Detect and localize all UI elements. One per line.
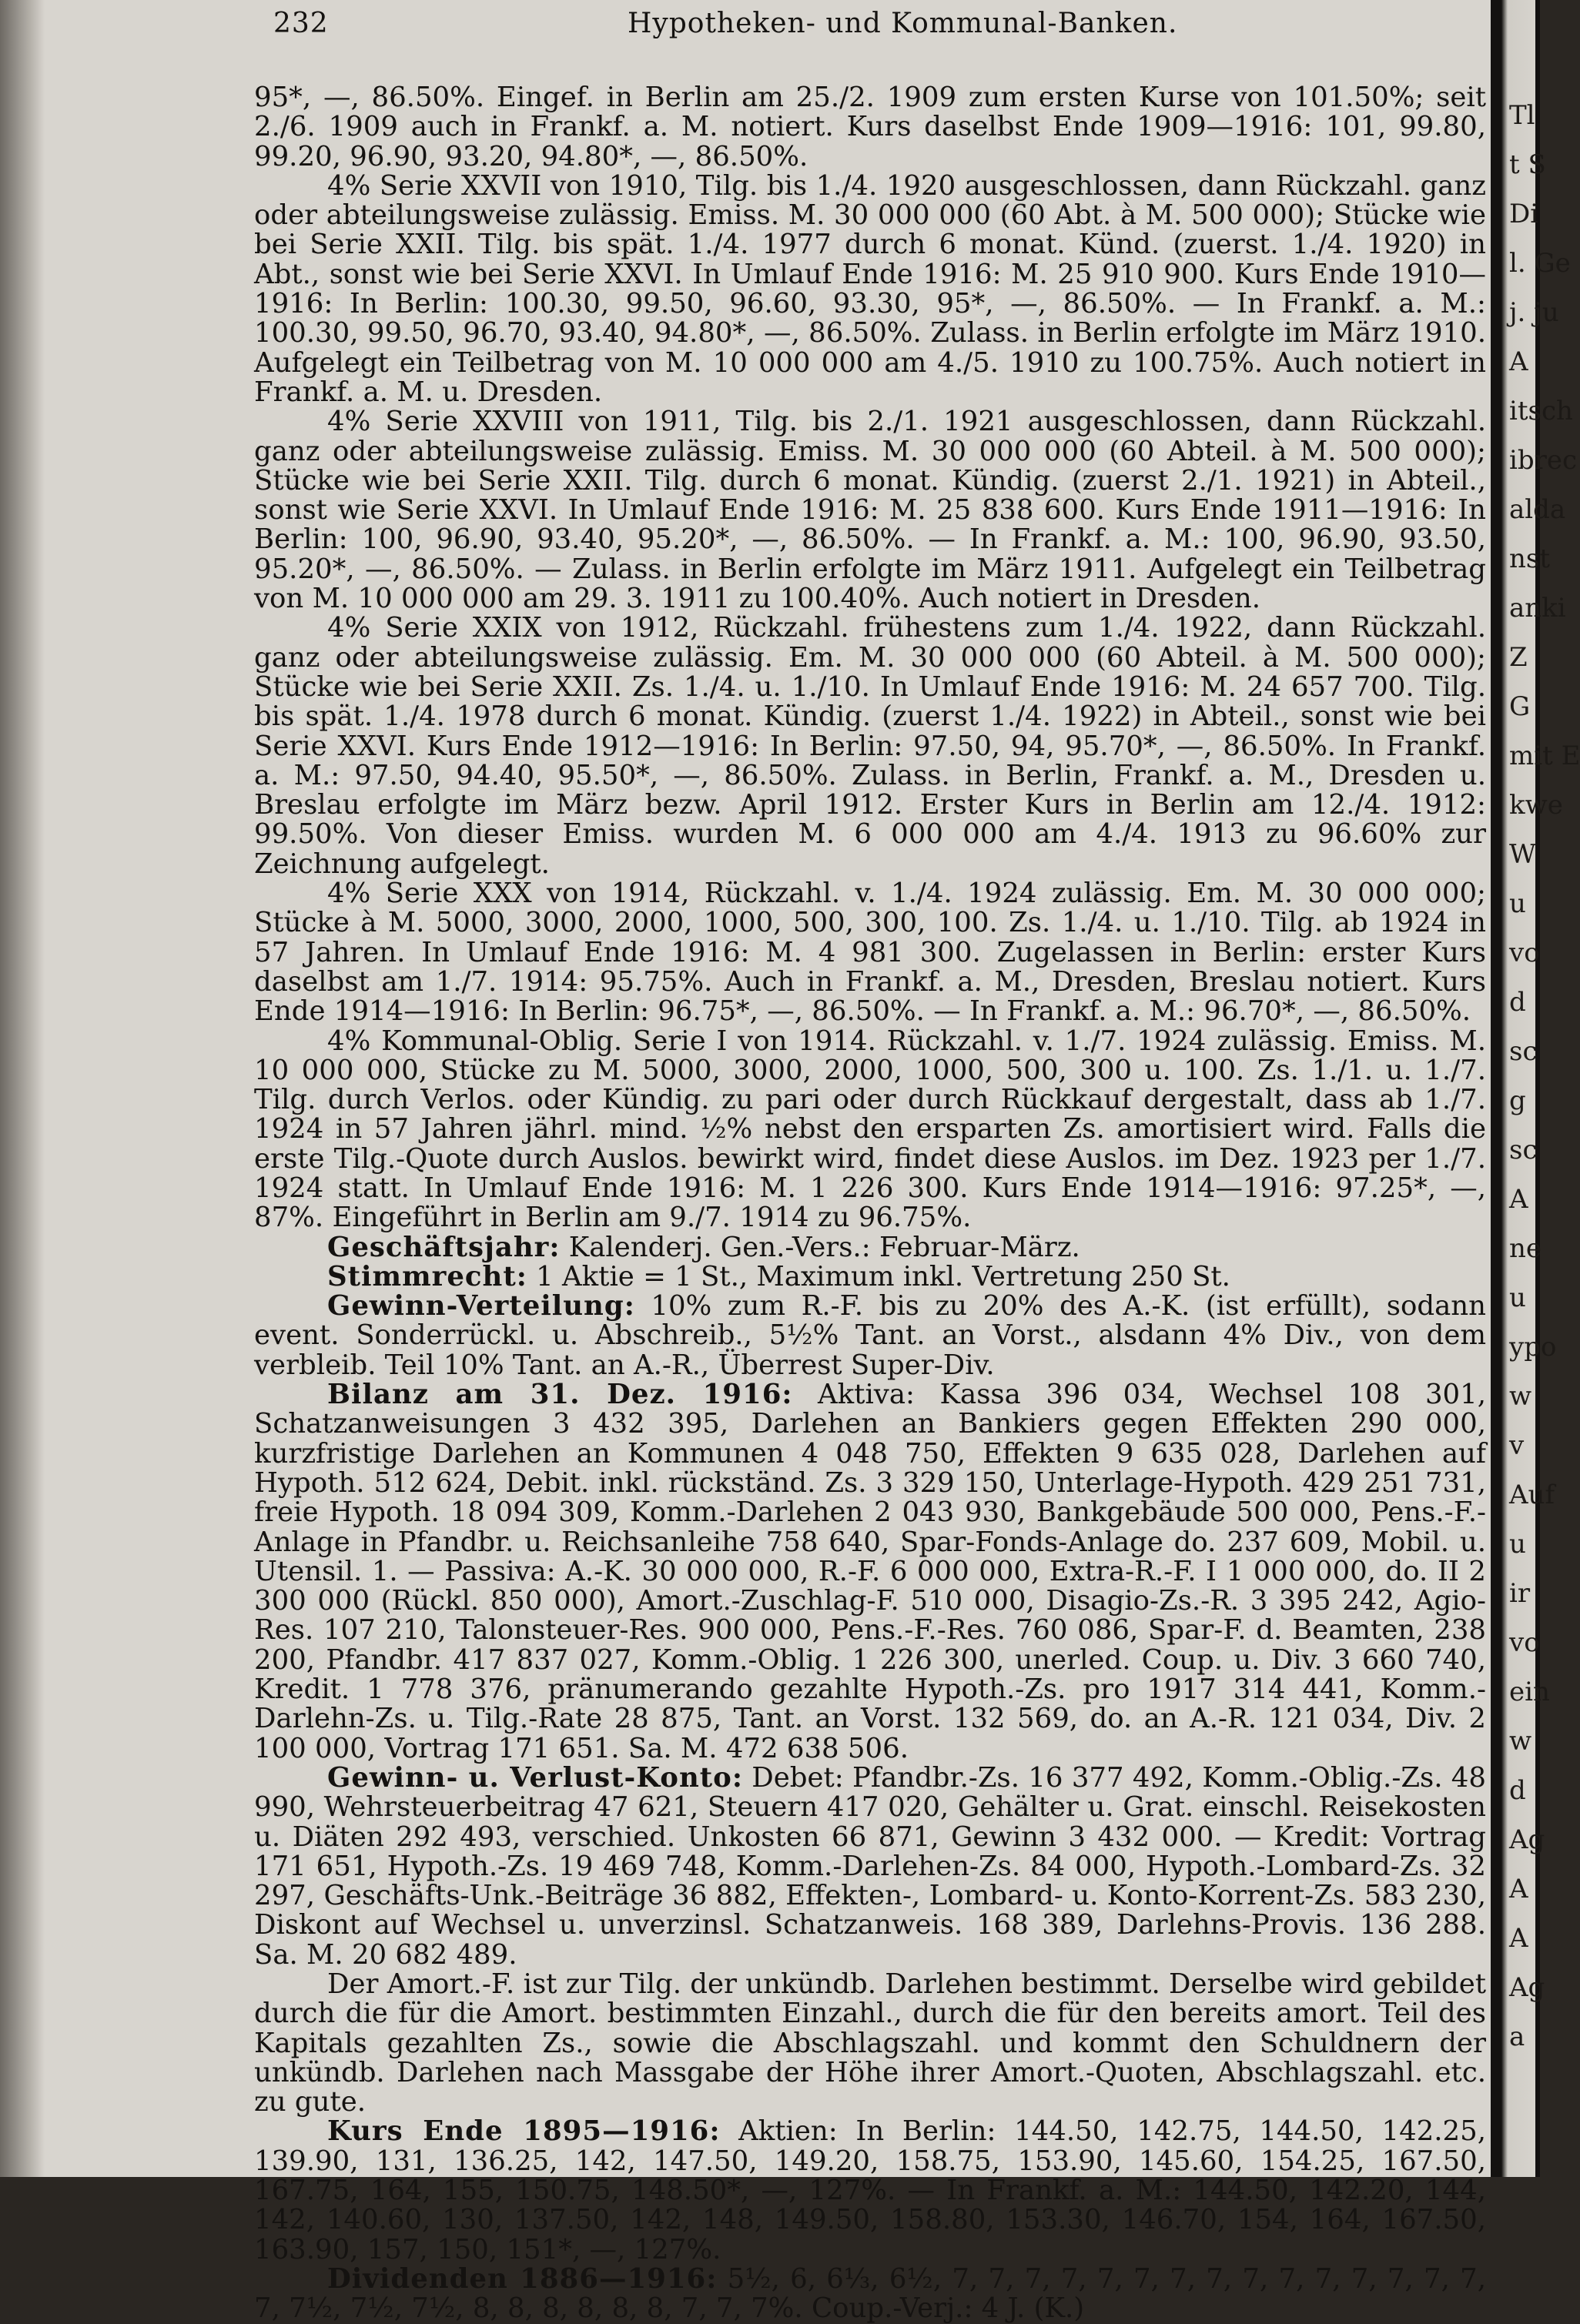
facing-page-fragment: Z <box>1509 642 1528 673</box>
paragraph <box>254 2117 1486 2264</box>
paragraph-label: Dividenden 1886—1916: <box>327 2262 718 2295</box>
facing-page-fragment: sc <box>1509 1036 1538 1067</box>
paragraph-text: Aktien: In Berlin: 144.50, 142.75, 144.50, 142.25, 139.90, 131, 136.25, 142, 147.50, 149.20, 158.75, 153.90, 145.60, 154.25, 167.50, 167.75, 164, 155, 150.75, 148.50*, —, 127%. — In Frankf. a. M.: 144.50, 142.20, 144, 142, 140.60, 130, 137.50, 142, 148, 149.50, 158.80, 153.30, 146.70, 154, 164, 167.50, 163.90, 157, 150, 151*, —, 127%. <box>254 2115 1486 2265</box>
facing-page-fragment: d <box>1509 1775 1526 1806</box>
facing-page-fragment: g <box>1509 1085 1526 1116</box>
running-title: Hypotheken- und Kommunal-Banken. <box>628 8 1178 39</box>
paragraph <box>254 1380 1486 1764</box>
paragraph-label: Bilanz am 31. Dez. 1916: <box>327 1379 793 1411</box>
paragraph <box>254 1292 1486 1380</box>
facing-page-fragment: sc <box>1509 1135 1538 1165</box>
facing-page-fragment: t S <box>1509 149 1546 180</box>
facing-page-fragment: itsch <box>1509 396 1573 426</box>
paragraph-text: 4% Serie XXVII von 1910, Tilg. bis 1./4. 1920 ausgeschlossen, dann Rückzahl. ganz oder abteilungsweise zulässig. Emiss. M. 30 000 000 (60 Abt. à M. 500 000); Stücke wie bei Serie XXII. Tilg. bis spät. 1./4. 1977 durch 6 monat. Künd. (zuerst. 1./4. 1920) in Abt., sonst wie bei Serie XXVI. In Umlauf Ende 1916: M. 25 910 900. Kurs Ende 1910—1916: In Berlin: 100.30, 99.50, 96.60, 93.30, 95*, —, 86.50%. — In Frankf. a. M.: 100.30, 99.50, 96.70, 93.40, 94.80*, —, 86.50%. Zulass. in Berlin erfolgte im März 1910. Aufgelegt ein Teilbetrag von M. 10 000 000 am 4./5. 1910 zu 100.75%. Auch notiert in Frankf. a. M. u. Dresden. <box>254 169 1486 408</box>
facing-page-fragment: ibrec <box>1509 445 1578 476</box>
facing-page-fragment: A <box>1509 1184 1528 1215</box>
paragraph-text: 4% Serie XXX von 1914, Rückzahl. v. 1./4. 1924 zulässig. Em. M. 30 000 000; Stücke à M. 5000, 3000, 2000, 1000, 500, 300, 100. Zs. 1./4. u. 1./10. Tilg. ab 1924 in 57 Jahren. In Umlauf Ende 1916: M. 4 981 300. Zugelassen in Berlin: erster Kurs daselbst am 1./7. 1914: 95.75%. Auch in Frankf. a. M., Dresden, Breslau notiert. Kurs Ende 1914—1916: In Berlin: 96.75*, —, 86.50%. — In Frankf. a. M.: 96.70*, —, 86.50%. <box>254 878 1486 1028</box>
paragraph-label: Geschäftsjahr: <box>327 1231 561 1263</box>
paragraph <box>254 2262 1486 2324</box>
facing-page-fragment: kwe <box>1509 790 1563 821</box>
facing-page-fragment: Tl <box>1509 100 1535 131</box>
facing-page-fragment: anki <box>1509 593 1566 624</box>
facing-page-fragment: nst <box>1509 543 1551 574</box>
paragraph-text: 4% Serie XXIX von 1912, Rückzahl. frühestens zum 1./4. 1922, dann Rückzahl. ganz oder abteilungsweise zulässig. Em. M. 30 000 000 (60 Abteil. à M. 500 000); Stücke wie bei Serie XXII. Zs. 1./4. u. 1./10. In Umlauf Ende 1916: M. 24 657 700. Tilg. bis spät. 1./4. 1978 durch 6 monat. Kündig. (zuerst 1./4. 1922) in Abteil., sonst wie bei Serie XXVI. Kurs Ende 1912—1916: In Berlin: 97.50, 94, 95.70*, —, 86.50%. In Frankf. a. M.: 97.50, 94.40, 95.50*, —, 86.50%. Zulass. in Berlin, Frankf. a. M., Dresden u. Breslau erfolgte im März bezw. April 1912. Erster Kurs in Berlin am 12./4. 1912: 99.50%. Von dieser Emiss. wurden M. 6 000 000 am 4./4. 1913 zu 96.60% zur Zeichnung aufgelegt. <box>254 612 1486 880</box>
facing-page-fragment: a <box>1509 2021 1525 2052</box>
paragraph-text: 95*, —, 86.50%. Eingef. in Berlin am 25./2. 1909 zum ersten Kurse von 101.50%; seit 2./6. 1909 auch in Frankf. a. M. notiert. Kurs daselbst Ende 1909—1916: 101, 99.80, 99.20, 96.90, 93.20, 94.80*, —, 86.50%. <box>254 82 1486 172</box>
paragraph <box>254 1262 1486 1292</box>
paragraph-text: 1 Aktie = 1 St., Maximum inkl. Vertretung 250 St. <box>527 1260 1230 1292</box>
facing-page-fragment: l. Ge <box>1509 248 1571 279</box>
facing-page-fragment: ne <box>1509 1233 1542 1264</box>
page-number: 232 <box>273 8 329 39</box>
page-body <box>254 83 1486 2324</box>
facing-page-fragment: W <box>1509 839 1536 870</box>
paragraph-label: Gewinn-Verteilung: <box>327 1290 635 1323</box>
facing-page-fragment: u <box>1509 1529 1526 1560</box>
paragraph-text: 4% Kommunal-Oblig. Serie I von 1914. Rückzahl. v. 1./7. 1924 zulässig. Emiss. M. 10 000 000, Stücke zu M. 5000, 3000, 2000, 1000, 500, 300 u. 100. Zs. 1./1. u. 1./7. Tilg. durch Verlos. oder Kündig. zu pari oder durch Rückkauf dergestalt, dass ab 1./7. 1924 in 57 Jahren jährl. mind. ½% nebst den ersparten Zs. amortisiert wird. Falls die erste Tilg.-Quote durch Auslos. bewirkt wird, findet diese Auslos. im Dez. 1923 per 1./7. 1924 statt. In Umlauf Ende 1916: M. 1 226 300. Kurs Ende 1914—1916: 97.25*, —, 87%. Eingeführt in Berlin am 9./7. 1914 zu 96.75%. <box>254 1025 1486 1234</box>
paragraph-text: 10% zum R.-F. bis zu 20% des A.-K. (ist erfüllt), sodann event. Sonderrückl. u. Abschreib., 5½% Tant. an Vorst., alsdann 4% Div., von dem verbleib. Teil 10% Tant. an A.-R., Überrest Super-Div. <box>254 1290 1486 1381</box>
paragraph-label: Stimmrecht: <box>327 1260 527 1292</box>
facing-page-edge <box>1491 0 1580 2177</box>
facing-page-fragment: v <box>1509 1430 1525 1461</box>
facing-page-fragment: A <box>1509 1874 1528 1904</box>
facing-page-fragment: w <box>1509 1381 1532 1412</box>
paragraph-text: Debet: Pfandbr.-Zs. 16 377 492, Komm.-Oblig.-Zs. 48 990, Wehrsteuerbeitrag 47 621, Steuern 417 020, Gehälter u. Grat. einschl. Reisekosten u. Diäten 292 493, verschied. Unkosten 66 871, Gewinn 3 432 000. — Kredit: Vortrag 171 651, Hypoth.-Zs. 19 469 748, Komm.-Darlehen-Zs. 84 000, Hypoth.-Lombard-Zs. 32 297, Geschäfts-Unk.-Beiträge 36 882, Effekten-, Lombard- u. Konto-Korrent-Zs. 583 230, Diskont auf Wechsel u. unverzinsl. Schatzanweis. 168 389, Darlehns-Provis. 136 288. Sa. M. 20 682 489. <box>254 1761 1486 1971</box>
paragraph-text: Aktiva: Kassa 396 034, Wechsel 108 301, Schatzanweisungen 3 432 395, Darlehen an Bankiers gegen Effekten 290 000, kurzfristige Darlehen an Kommunen 4 048 750, Effekten 9 635 028, Darlehen auf Hypoth. 512 624, Debit. inkl. rückständ. Zs. 3 329 150, Unterlage-Hypoth. 429 251 731, freie Hypoth. 18 094 309, Komm.-Darlehen 2 043 930, Bankgebäude 500 000, Pens.-F.-Anlage in Pfandbr. u. Reichsanleihe 758 640, Spar-Fonds-Anlage do. 237 609, Mobil. u. Utensil. 1. — Passiva: A.-K. 30 000 000, R.-F. 6 000 000, Extra-R.-F. I 1 000 000, do. II 2 300 000 (Rückl. 850 000), Amort.-Zuschlag-F. 510 000, Disagio-Zs.-R. 3 395 242, Agio-Res. 107 210, Talonsteuer-Res. 900 000, Pens.-F.-Res. 760 086, Spar-F. d. Beamten, 238 200, Pfandbr. 417 837 027, Komm.-Oblig. 1 226 300, unerled. Coup. u. Div. 3 660 740, Kredit. 1 778 376, pränumerando gezahlte Hypoth.-Zs. pro 1917 314 441, Komm.-Darlehn-Zs. u. Tilg.-Rate 28 875, Tant. an Vorst. 132 569, do. an A.-R. 121 034, Div. 2 100 000, Vortrag 171 651. Sa. M. 472 638 506. <box>254 1379 1486 1764</box>
facing-page-fragment: ypo <box>1509 1332 1557 1363</box>
paragraph-text: 5½, 6, 6⅓, 6½, 7, 7, 7, 7, 7, 7, 7, 7, 7, 7, 7, 7, 7, 7, 7, 7, 7½, 7½, 7½, 8, 8, 8, 8, 8, 8, 7, 7, 7%. Coup.-Verj.: 4 J. (K.) <box>254 2262 1486 2324</box>
facing-page-fragment: G <box>1509 691 1531 722</box>
facing-page-fragment: alda <box>1509 494 1566 525</box>
paragraph <box>254 1027 1486 1233</box>
paragraph <box>254 1233 1486 1262</box>
paragraph <box>254 169 1486 408</box>
facing-page-fragment: Ag <box>1509 1972 1545 2003</box>
paragraph <box>254 614 1486 879</box>
facing-page-fragment: vo <box>1509 1627 1540 1658</box>
paragraph <box>254 407 1486 614</box>
facing-page-fragment: mit E <box>1509 741 1580 771</box>
paragraph-text: Kalenderj. Gen.-Vers.: Februar-März. <box>560 1231 1080 1263</box>
paragraph <box>254 1970 1486 2117</box>
facing-page-fragment: Auf <box>1509 1480 1555 1510</box>
facing-page-fragment: j. ju <box>1509 297 1559 328</box>
facing-page-fragment: u <box>1509 1282 1526 1313</box>
facing-page-fragment: u <box>1509 888 1526 919</box>
facing-page-fragment: w <box>1509 1726 1532 1757</box>
paragraph <box>254 83 1486 172</box>
facing-page-fragment: d <box>1509 987 1526 1018</box>
paragraph-text: Der Amort.-F. ist zur Tilg. der unkündb. Darlehen bestimmt. Derselbe wird gebildet durch die für die Amort. bestimmten Einzahl., durch die für den bereits amort. Teil des Kapitals gezahlten Zs., sowie die Abschlagszahl. und kommt den Schuldnern der unkündb. Darlehen nach Massgabe der Höhe ihrer Amort.-Quoten, Abschlagszahl. etc. zu gute. <box>254 1968 1486 2118</box>
paragraph <box>254 1761 1486 1971</box>
page-header <box>273 8 1482 54</box>
book-gutter <box>0 0 45 2177</box>
paragraph-label: Gewinn- u. Verlust-Konto: <box>327 1761 743 1794</box>
facing-page-fragment: ir <box>1509 1578 1531 1609</box>
facing-page-fragment: Di <box>1509 199 1539 229</box>
paragraph-label: Kurs Ende 1895—1916: <box>327 2115 721 2148</box>
facing-page-fragment: A <box>1509 346 1528 377</box>
paragraph-text: 4% Serie XXVIII von 1911, Tilg. bis 2./1. 1921 ausgeschlossen, dann Rückzahl. ganz oder abteilungsweise zulässig. Emiss. M. 30 000 000 (60 Abteil. à M. 500 000); Stücke wie bei Serie XXII. Tilg. durch 6 monat. Kündig. (zuerst 2./1. 1921) in Abteil., sonst wie Serie XXVI. In Umlauf Ende 1916: M. 25 838 600. Kurs Ende 1911—1916: In Berlin: 100, 96.90, 93.40, 95.20*, —, 86.50%. — In Frankf. a. M.: 100, 96.90, 93.50, 95.20*, —, 86.50%. — Zulass. in Berlin erfolgte im März 1911. Aufgelegt ein Teilbetrag von M. 10 000 000 am 29. 3. 1911 zu 100.40%. Auch notiert in Dresden. <box>254 406 1486 615</box>
facing-page-fragment: Ag <box>1509 1824 1545 1855</box>
facing-page-fragment: vo <box>1509 938 1540 968</box>
paragraph <box>254 879 1486 1026</box>
facing-page-fragment: A <box>1509 1923 1528 1954</box>
facing-page-fragment: ein <box>1509 1677 1550 1707</box>
